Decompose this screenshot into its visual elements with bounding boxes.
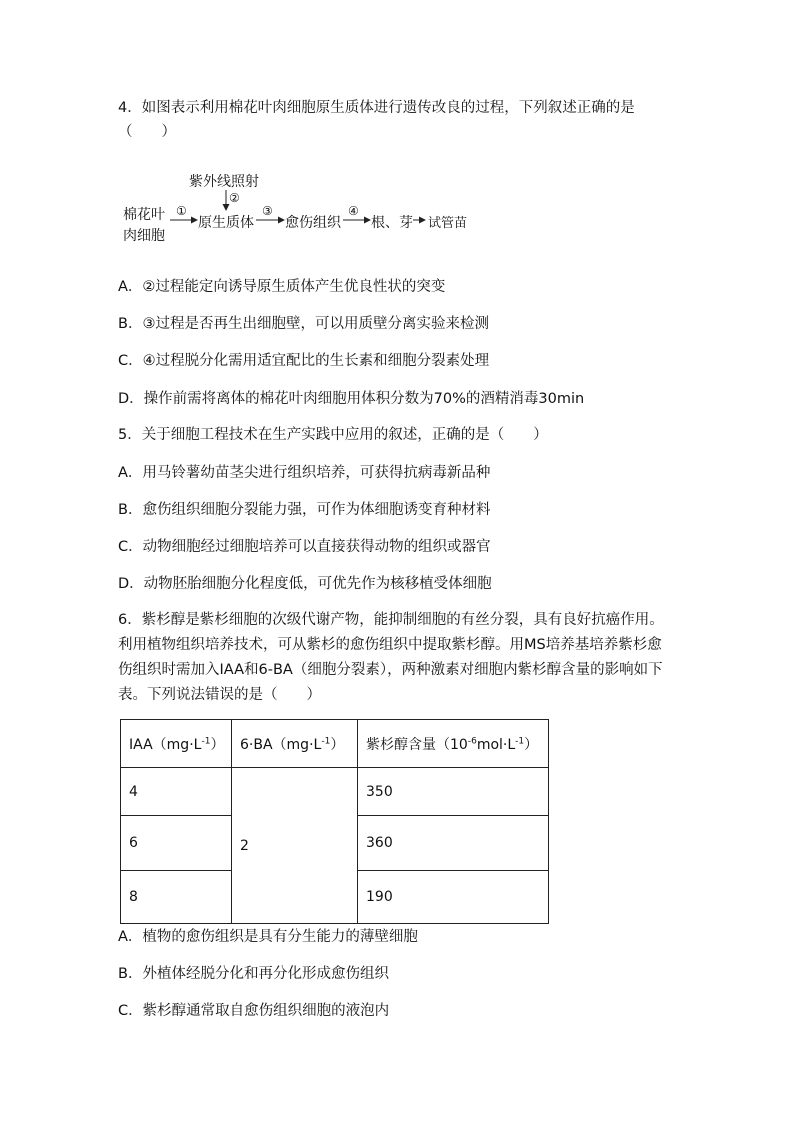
q5-option-a: A．用马铃薯幼苗茎尖进行组织培养，可获得抗病毒新品种 — [118, 465, 491, 481]
header-taxol: 紫杉醇含量$(10^{-6}mol\cdot L^{-1})$ — [358, 720, 549, 768]
q6-option-a: A．植物的愈伤组织是具有分生能力的薄壁细胞 — [118, 929, 418, 945]
table-row — [121, 768, 549, 816]
uv-label: 紫外线照射 — [189, 174, 259, 190]
header-iaa: $IAA(mg\cdot L^{-1})$ — [121, 720, 232, 768]
q4-stem-line2: （ ） — [118, 124, 176, 140]
q5-option-c: C．动物细胞经过细胞培养可以直接获得动物的组织或器官 — [118, 539, 491, 555]
iaa-cell: 4 — [121, 768, 232, 816]
q6-stem-line1: 6．紫杉醇是紫杉细胞的次级代谢产物，能抑制细胞的有丝分裂，具有良好抗癌作用。 — [118, 612, 664, 628]
q5-option-d: D．动物胚胎细胞分化程度低，可优先作为核移植受体细胞 — [118, 576, 492, 592]
step-1-label: ① — [176, 204, 187, 218]
q6-stem-line3: 伤组织时需加入IAA和6-BA（细胞分裂素），两种激素对细胞内紫杉醇含量的影响如下 — [118, 662, 663, 678]
q4-stem-line1: 4．如图表示利用棉花叶肉细胞原生质体进行遗传改良的过程，下列叙述正确的是 — [118, 100, 635, 116]
taxol-cell: 190 — [358, 871, 549, 924]
step-3-label: ③ — [262, 204, 273, 218]
ba-cell: 2 — [232, 768, 358, 924]
header-6ba: $6\cdot BA(mg\cdot L^{-1})$ — [232, 720, 358, 768]
node-root-bud: 根、芽 — [371, 215, 413, 231]
hormone-table — [120, 719, 549, 924]
start-label-top: 棉花叶 — [123, 207, 165, 223]
q6-option-c: C．紫杉醇通常取自愈伤组织细胞的液泡内 — [118, 1003, 390, 1019]
taxol-cell: 360 — [358, 816, 549, 871]
iaa-cell: 6 — [121, 816, 232, 871]
iaa-cell: 8 — [121, 871, 232, 924]
q5-option-b: B．愈伤组织细胞分裂能力强，可作为体细胞诱变育种材料 — [118, 502, 491, 518]
q4-option-a: A．②过程能定向诱导原生质体产生优良性状的突变 — [118, 279, 446, 295]
node-callus: 愈伤组织 — [285, 215, 341, 231]
step-4-label: ④ — [348, 204, 359, 218]
table-header-row — [121, 720, 549, 768]
q6-stem-line2: 利用植物组织培养技术，可从紫杉的愈伤组织中提取紫杉醇。用MS培养基培养紫杉愈 — [118, 637, 662, 653]
q5-stem: 5．关于细胞工程技术在生产实践中应用的叙述，正确的是（ ） — [118, 427, 548, 443]
q6-option-b: B．外植体经脱分化和再分化形成愈伤组织 — [118, 966, 389, 982]
start-label-bottom: 肉细胞 — [123, 228, 165, 244]
step-2-label: ② — [229, 191, 240, 205]
q6-stem-line4: 表。下列说法错误的是（ ） — [118, 687, 321, 703]
q4-option-c: C．④过程脱分化需用适宜配比的生长素和细胞分裂素处理 — [118, 353, 490, 369]
node-test-tube-seedling: 试管苗 — [428, 216, 468, 231]
taxol-cell: 350 — [358, 768, 549, 816]
q4-option-b: B．③过程是否再生出细胞壁，可以用质壁分离实验来检测 — [118, 316, 489, 332]
node-protoplast: 原生质体 — [198, 215, 254, 231]
q4-option-d: D．操作前需将离体的棉花叶肉细胞用体积分数为70%的酒精消毒30min — [118, 391, 585, 407]
